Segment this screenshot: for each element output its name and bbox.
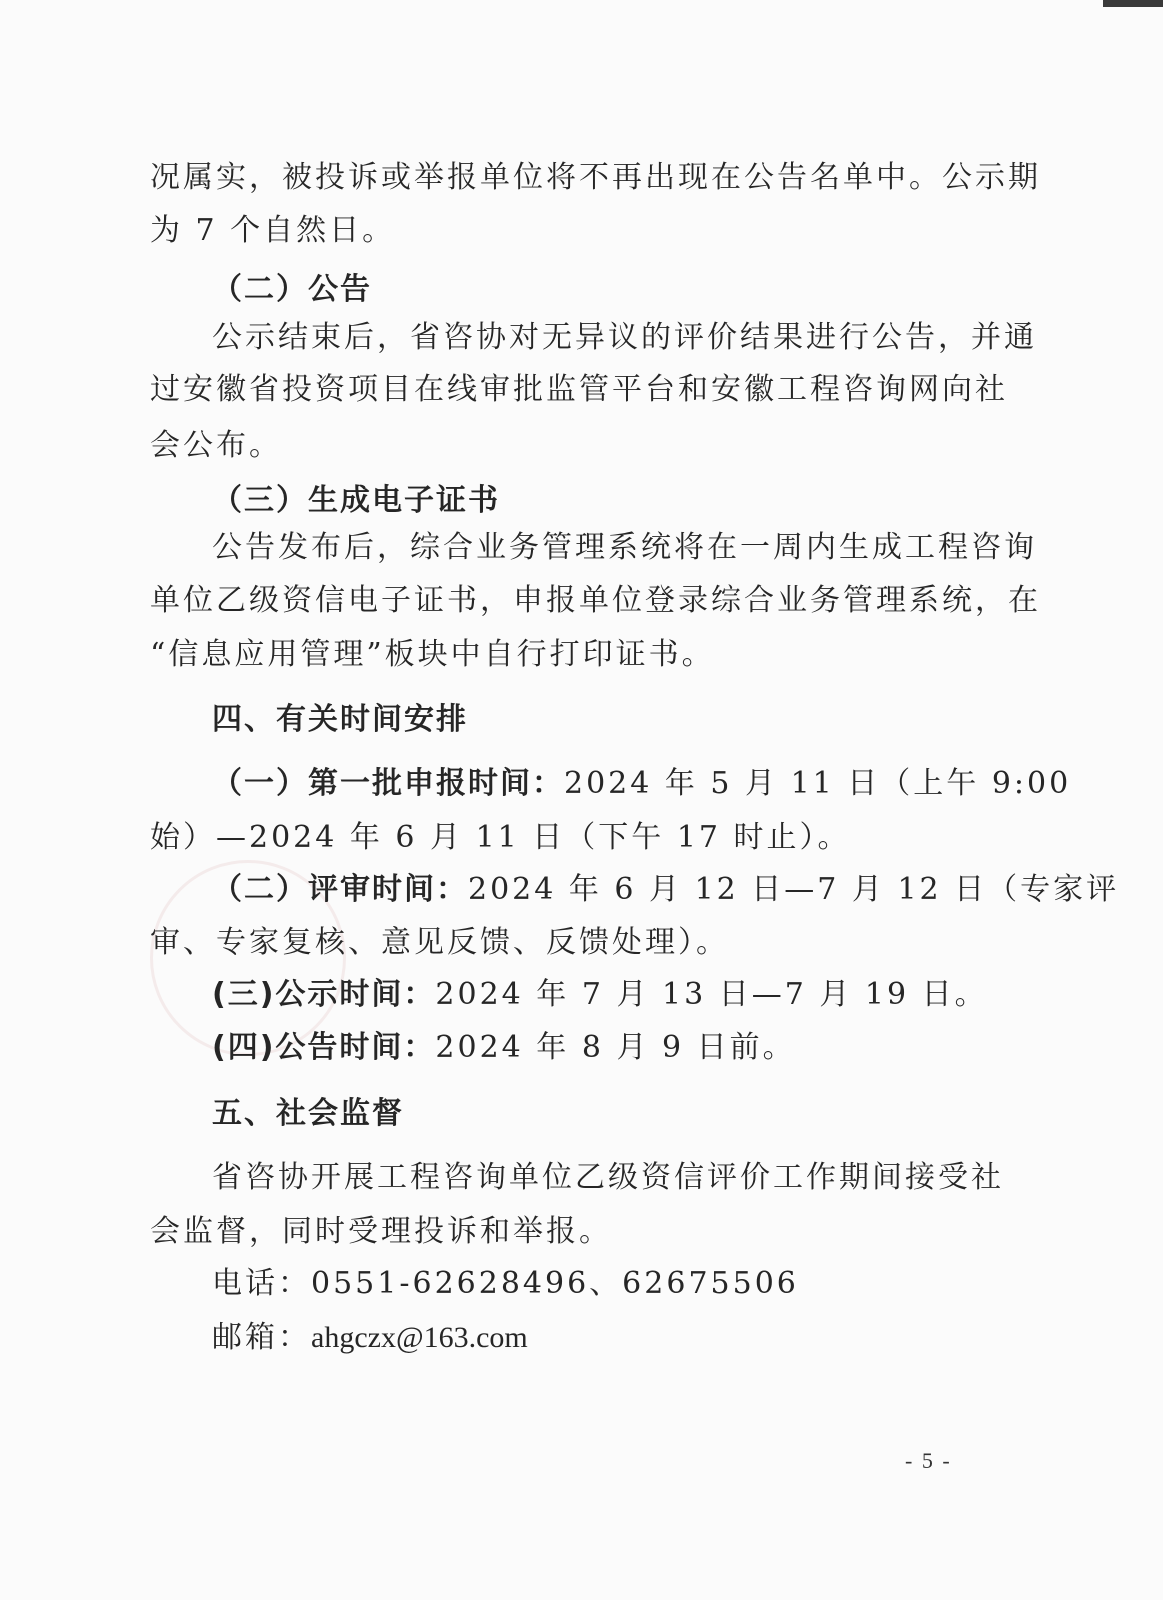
phone-label: 电话： bbox=[212, 1266, 311, 1301]
body-line: 始）—2024 年 6 月 11 日（下午 17 时止）。 bbox=[150, 820, 851, 855]
body-line: “信息应用管理”板块中自行打印证书。 bbox=[150, 637, 715, 672]
email-label: 邮箱： bbox=[212, 1320, 311, 1355]
contact-email bbox=[212, 1320, 1012, 1356]
schedule-label: （二）评审时间： bbox=[212, 872, 468, 907]
schedule-label: （一）第一批申报时间： bbox=[212, 766, 564, 801]
body-line: 过安徽省投资项目在线审批监管平台和安徽工程咨询网向社 bbox=[150, 372, 1008, 407]
body-line: 会监督，同时受理投诉和举报。 bbox=[150, 1214, 612, 1249]
body-line: 单位乙级资信电子证书，申报单位登录综合业务管理系统，在 bbox=[150, 583, 1041, 618]
phone-value: 0551-62628496、62675506 bbox=[311, 1266, 799, 1301]
schedule-value: 2024 年 7 月 13 日—7 月 19 日。 bbox=[435, 977, 988, 1012]
schedule-label: (四)公告时间： bbox=[212, 1030, 436, 1065]
section-heading: 五、社会监督 bbox=[212, 1096, 404, 1131]
body-line: 省咨协开展工程咨询单位乙级资信评价工作期间接受社 bbox=[212, 1160, 1004, 1195]
section-heading: 四、有关时间安排 bbox=[212, 702, 468, 737]
schedule-label: (三)公示时间： bbox=[212, 977, 436, 1012]
schedule-value: 2024 年 8 月 9 日前。 bbox=[435, 1030, 796, 1065]
scan-edge-mark bbox=[1103, 0, 1163, 7]
schedule-line bbox=[212, 1030, 1012, 1066]
schedule-line bbox=[212, 766, 1072, 802]
schedule-value: 2024 年 6 月 12 日—7 月 12 日（专家评 bbox=[468, 872, 1120, 907]
section-heading: （二）公告 bbox=[212, 272, 372, 307]
schedule-line bbox=[212, 872, 1120, 908]
body-line: 公告发布后，综合业务管理系统将在一周内生成工程咨询 bbox=[212, 530, 1037, 565]
body-line: 为 7 个自然日。 bbox=[150, 213, 396, 248]
body-line: 会公布。 bbox=[150, 428, 282, 463]
body-line: 公示结束后，省咨协对无异议的评价结果进行公告，并通 bbox=[212, 320, 1037, 355]
email-value: ahgczx@163.com bbox=[311, 1321, 528, 1354]
schedule-value: 2024 年 5 月 11 日（上午 9:00 bbox=[564, 766, 1072, 801]
body-line: 况属实，被投诉或举报单位将不再出现在公告名单中。公示期 bbox=[150, 160, 1041, 195]
contact-phone bbox=[212, 1266, 1012, 1302]
section-heading: （三）生成电子证书 bbox=[212, 483, 500, 518]
page-number: - 5 - bbox=[905, 1448, 952, 1473]
schedule-line bbox=[212, 977, 1012, 1013]
body-line: 审、专家复核、意见反馈、反馈处理）。 bbox=[150, 925, 729, 960]
